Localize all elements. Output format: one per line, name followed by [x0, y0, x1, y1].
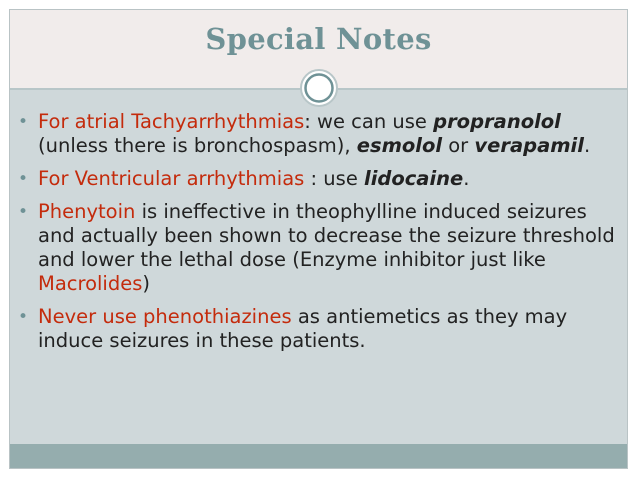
- bullet-text: : use: [304, 167, 365, 190]
- bullet-heading: Phenytoin: [38, 200, 136, 223]
- drug-name: propranolol: [433, 110, 561, 133]
- bullet-text: or: [442, 134, 475, 157]
- bullet-item: [18, 200, 618, 296]
- bullet-text: as antiemetics as they may induce seizures in these patients.: [38, 305, 568, 352]
- bullet-text: : we can use: [304, 110, 434, 133]
- bullet-text: is ineffective in theophylline induced seizures and actually been shown to decrease the seizure threshold and lower the lethal dose (Enzyme inhibitor just like: [38, 200, 615, 271]
- bullet-text: .: [583, 134, 591, 157]
- bullet-dot-icon: •: [18, 202, 29, 222]
- bullet-dot-icon: •: [18, 112, 29, 132]
- bullet-item: [18, 110, 618, 158]
- bullet-item: [18, 167, 618, 191]
- drug-class: Macrolides: [38, 272, 143, 295]
- drug-name: lidocaine: [364, 167, 464, 190]
- bullet-text: .: [463, 167, 470, 190]
- bullet-heading: For atrial Tachyarrhythmias: [38, 110, 305, 133]
- bullet-text: (unless there is bronchospasm),: [38, 134, 357, 157]
- page-title: Special Notes: [205, 22, 432, 56]
- drug-name: esmolol: [356, 134, 443, 157]
- bullet-dot-icon: •: [18, 307, 29, 327]
- drug-name: verapamil: [474, 134, 584, 157]
- bullet-dot-icon: •: [18, 169, 29, 189]
- circle-ornament-icon: [299, 68, 339, 108]
- footer-band: [10, 444, 627, 468]
- bullet-text: ): [142, 272, 150, 295]
- bullet-heading: Never use phenothiazines: [38, 305, 292, 328]
- bullet-heading: For Ventricular arrhythmias: [38, 167, 305, 190]
- bullet-list: [18, 110, 618, 362]
- bullet-item: [18, 305, 618, 353]
